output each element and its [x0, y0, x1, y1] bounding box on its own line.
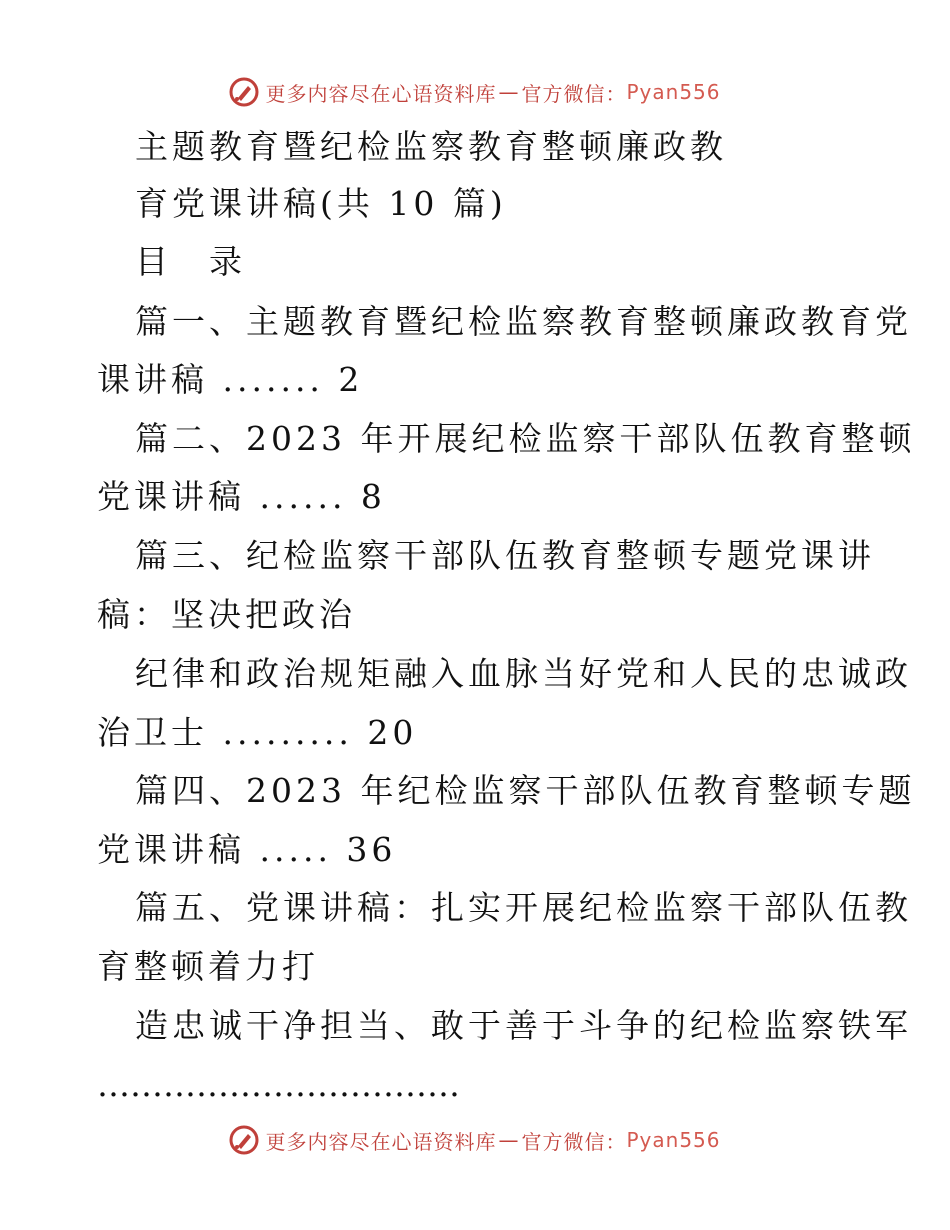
toc-line: 课讲稿 ....... 2 — [97, 360, 364, 399]
banner-text: 更多内容尽在心语资料库 — [265, 1129, 497, 1154]
toc-line: 篇一、主题教育暨纪检监察教育整顿廉政教育党 — [135, 302, 912, 341]
toc-line: 纪律和政治规矩融入血脉当好党和人民的忠诚政 — [135, 654, 912, 693]
toc-line: 篇五、党课讲稿：扎实开展纪检监察干部队伍教 — [135, 888, 912, 927]
toc-line: …………………………… — [97, 1065, 460, 1104]
toc-line: 党课讲稿 ..... 36 — [97, 830, 397, 869]
toc-line: 篇二、2023 年开展纪检监察干部队伍教育整顿 — [135, 419, 916, 458]
doc-title-line-2: 育党课讲稿(共 10 篇) — [135, 184, 507, 223]
banner-label: 官方微信： — [521, 81, 627, 106]
toc-line: 治卫士 ......... 20 — [97, 713, 418, 752]
toc-line: 稿：坚决把政治 — [97, 595, 356, 634]
doc-title-line-1: 主题教育暨纪检监察教育整顿廉政教 — [135, 127, 727, 166]
toc-line: 造忠诚干净担当、敢于善于斗争的纪检监察铁军 — [135, 1006, 912, 1045]
footer-watermark-banner — [0, 1120, 950, 1160]
toc-heading: 目 录 — [135, 242, 246, 281]
pen-nib-logo-icon — [229, 77, 259, 107]
banner-separator: — — [498, 1128, 520, 1152]
banner-wechat-id: Pyan556 — [626, 80, 721, 104]
header-watermark-banner — [0, 72, 950, 112]
toc-line: 党课讲稿 ...... 8 — [97, 477, 386, 516]
banner-label: 官方微信： — [521, 1129, 627, 1154]
toc-line: 篇四、2023 年纪检监察干部队伍教育整顿专题 — [135, 771, 916, 810]
toc-line: 育整顿着力打 — [97, 947, 319, 986]
pen-nib-logo-icon — [229, 1125, 259, 1155]
banner-separator: — — [498, 80, 520, 104]
banner-wechat-id: Pyan556 — [626, 1128, 721, 1152]
toc-line: 篇三、纪检监察干部队伍教育整顿专题党课讲 — [135, 536, 875, 575]
banner-text: 更多内容尽在心语资料库 — [265, 81, 497, 106]
